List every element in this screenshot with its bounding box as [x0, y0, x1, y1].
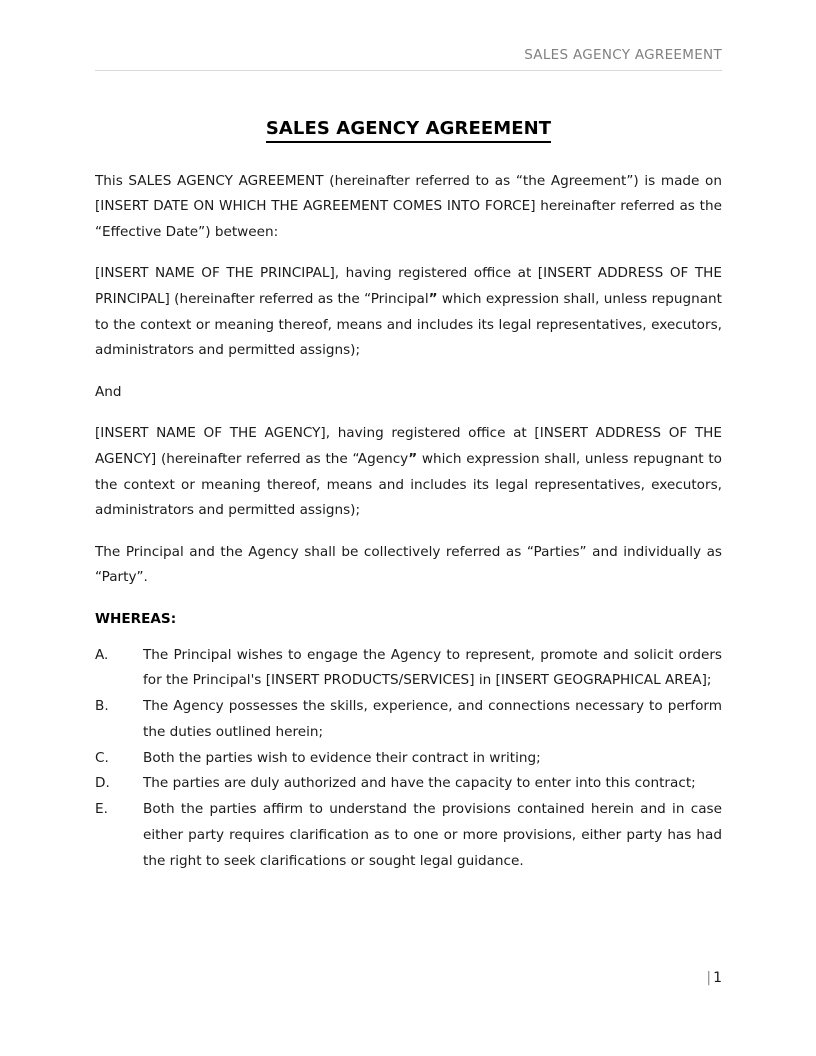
header-divider-rule	[95, 70, 722, 71]
document-body	[95, 118, 722, 875]
page-title	[95, 118, 722, 143]
whereas-heading: WHEREAS:	[95, 610, 177, 627]
paragraph-agency-bold-quote: ”	[408, 450, 418, 467]
footer-separator: |	[706, 970, 712, 986]
paragraph-and-connector: And	[95, 383, 122, 400]
page-title-text: SALES AGENCY AGREEMENT	[266, 118, 551, 143]
paragraph-agency	[95, 421, 722, 523]
list-item-text: The Agency possesses the skills, experience, and connections necessary to perform the duties outlined herein;	[143, 698, 722, 740]
list-item-marker: E.	[95, 801, 108, 818]
paragraph-principal-bold-quote: ”	[428, 290, 438, 307]
footer-page-number: 1	[713, 970, 722, 986]
list-item-marker: C.	[95, 749, 109, 766]
list-item	[95, 643, 722, 695]
paragraph-principal-part2: which expression shall, unless repugnant to the context or meaning thereof, means and includes its legal representatives, executors, administrators and permitted assigns);	[95, 290, 723, 359]
list-item-marker: D.	[95, 775, 110, 792]
list-item	[95, 694, 722, 746]
list-item-text: Both the parties wish to evidence their contract in writing;	[143, 749, 541, 766]
list-item-text: Both the parties affirm to understand the provisions contained herein and in case either party requires clarification as to one or more provisions, either party has had the right to seek clarifications or sought legal guidance.	[143, 801, 722, 869]
paragraph-agency-part2: which expression shall, unless repugnant to the context or meaning thereof, means and includes its legal representatives, executors, administrators and permitted assigns);	[95, 450, 722, 519]
page-footer	[95, 970, 722, 987]
list-item	[95, 797, 722, 874]
list-item-marker: A.	[95, 646, 109, 663]
paragraph-principal-part1: [INSERT NAME OF THE PRINCIPAL], having registered office at [INSERT ADDRESS OF THE PRINCIPAL] (hereinafter referred as the “Principal	[95, 265, 722, 307]
paragraph-agency-part1: [INSERT NAME OF THE AGENCY], having registered office at [INSERT ADDRESS OF THE AGENCY] (hereinafter referred as the “Agency	[95, 425, 722, 467]
page-header	[95, 44, 722, 63]
list-item	[95, 771, 722, 797]
list-item-marker: B.	[95, 698, 109, 715]
paragraph-introduction: This SALES AGENCY AGREEMENT (hereinafter referred to as “the Agreement”) is made on [INSERT DATE ON WHICH THE AGREEMENT COMES INTO FORCE] hereinafter referred as the “Effective Date”) between:	[95, 172, 722, 240]
page-header-text: SALES AGENCY AGREEMENT	[524, 47, 722, 63]
list-item	[95, 746, 722, 772]
paragraph-principal	[95, 261, 722, 363]
recitals-list	[95, 643, 722, 875]
list-item-text: The Principal wishes to engage the Agency to represent, promote and solicit orders for the Principal's [INSERT PRODUCTS/SERVICES] in [INSERT GEOGRAPHICAL AREA];	[143, 646, 722, 689]
paragraph-parties-definition: The Principal and the Agency shall be collectively referred as “Parties” and individually as “Party”.	[95, 543, 722, 586]
list-item-text: The parties are duly authorized and have the capacity to enter into this contract;	[143, 775, 696, 792]
